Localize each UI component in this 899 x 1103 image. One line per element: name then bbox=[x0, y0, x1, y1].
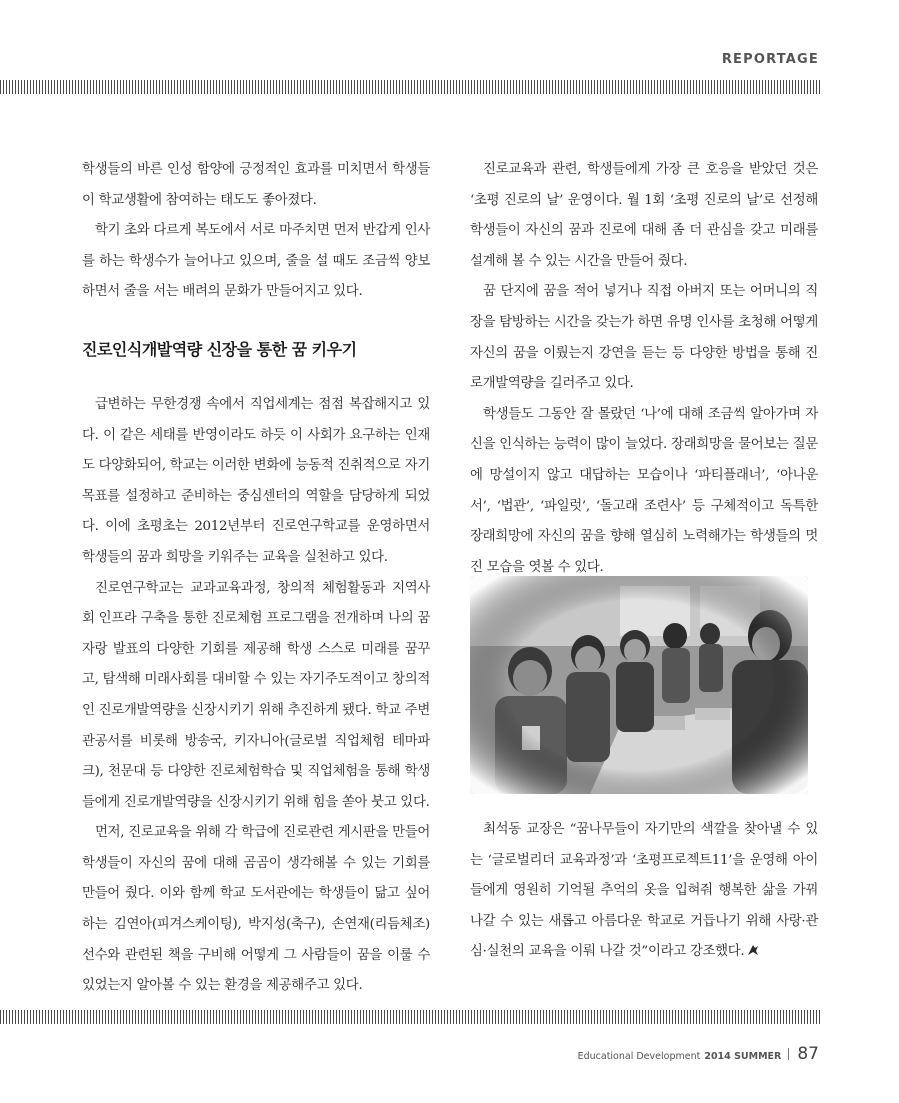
page-number: 87 bbox=[797, 1044, 819, 1064]
students-photo bbox=[470, 576, 808, 794]
paragraph: 학기 초와 다르게 복도에서 서로 마주치면 먼저 반갑게 인사를 하는 학생수가 늘어나고 있으며, 줄을 설 때도 조금씩 양보하면서 줄을 서는 배려의 문화가 만들어지고 있다. bbox=[82, 223, 430, 300]
closing-paragraph bbox=[470, 815, 818, 968]
right-column bbox=[470, 155, 818, 583]
paragraph: 학생들도 그동안 잘 몰랐던 ‘나’에 대해 조금씩 알아가며 자신을 인식하는 능력이 많이 늘었다. 장래희망을 물어보는 질문에 망설이지 않고 대답하는 모습이나 ‘파티플래너’, ‘아나운서’, ‘법관’, ‘파일럿’, ‘돌고래 조련사’ 등 구체적이고 독특한 장래희망에 자신의 꿈을 향해 열심히 노력해가는 학생들의 멋진 모습을 엿볼 수 있다. bbox=[470, 406, 818, 575]
section-heading: 진로인식개발역량 신장을 통한 꿈 키우기 bbox=[82, 339, 357, 359]
paragraph: 꿈 단지에 꿈을 적어 넣거나 직접 아버지 또는 어머니의 직장을 탐방하는 시간을 갖는가 하면 유명 인사를 초청해 어떻게 자신의 꿈을 이뤘는지 강연을 듣는 등 다양한 방법을 통해 진로개발역량을 길러주고 있다. bbox=[470, 284, 818, 392]
paragraph: 먼저, 진로교육을 위해 각 학급에 진로관련 게시판을 만들어 학생들이 자신의 꿈에 대해 곰곰이 생각해볼 수 있는 기회를 만들어 줬다. 이와 함께 학교 도서관에는 학생들이 닮고 싶어 하는 김연아(피겨스케이팅), 박지성(축구), 손연재(리듬체조) 선수와 관련된 책을 구비해 어떻게 그 사람들이 꿈을 이룰 수 있었는지 알아볼 수 있는 환경을 제공해주고 있다. bbox=[82, 825, 430, 994]
paragraph: 진로교육과 관련, 학생들에게 가장 큰 호응을 받았던 것은 ‘초평 진로의 날’ 운영이다. 월 1회 ‘초평 진로의 날’로 선정해 학생들이 자신의 꿈과 진로에 대해 좀 더 관심을 갖고 미래를 설계해 볼 수 있는 시간을 만들어 줬다. bbox=[470, 162, 818, 269]
end-mark-icon bbox=[746, 943, 760, 957]
section-label: REPORTAGE bbox=[721, 52, 819, 67]
paragraph: 학생들의 바른 인성 함양에 긍정적인 효과를 미치면서 학생들이 학교생활에 참여하는 태도도 좋아졌다. bbox=[82, 162, 430, 208]
left-column bbox=[82, 155, 430, 1002]
footer-rule bbox=[0, 1010, 820, 1024]
page-footer bbox=[578, 1044, 819, 1064]
publication-name: Educational Development bbox=[577, 1051, 701, 1062]
paragraph: 최석동 교장은 “꿈나무들이 자기만의 색깔을 찾아낼 수 있는 ‘글로벌리더 교육과정’과 ‘초평프로젝트11’을 운영해 아이들에게 영원히 기억될 추억의 옷을 입혀줘 행복한 삶을 가꿔 나갈 수 있는 새롭고 아름다운 학교로 거듭나기 위해 사랑·관심·실천의 교육을 이뤄 나갈 것”이라고 강조했다. bbox=[470, 822, 818, 960]
header-rule bbox=[0, 80, 820, 94]
paragraph: 진로연구학교는 교과교육과정, 창의적 체험활동과 지역사회 인프라 구축을 통한 진로체험 프로그램을 전개하며 나의 꿈자랑 발표의 다양한 기회를 제공해 학생 스스로 미래를 꿈꾸고, 탐색해 미래사회를 대비할 수 있는 자기주도적이고 창의적인 진로개발역량을 신장시키기 위해 추진하게 됐다. 학교 주변 관공서를 비롯해 방송국, 키자니아(글로벌 직업체험 테마파크), 천문대 등 다양한 진로체험학습 및 직업체험을 통해 학생들에게 진로개발역량을 신장시키기 위해 힘을 쏟아 붓고 있다. bbox=[82, 580, 430, 810]
issue-label: 2014 SUMMER bbox=[704, 1051, 782, 1062]
footer-divider bbox=[788, 1048, 789, 1060]
paragraph: 급변하는 무한경쟁 속에서 직업세계는 점점 복잡해지고 있다. 이 같은 세태를 반영이라도 하듯 이 사회가 요구하는 인재도 다양화되어, 학교는 이러한 변화에 능동적 진취적으로 자기 목표를 설정하고 준비하는 중심센터의 역할을 담당하게 되었다. 이에 초평초는 2012년부터 진로연구학교를 운영하면서 학생들의 꿈과 희망을 키워주는 교육을 실천하고 있다. bbox=[82, 396, 430, 565]
